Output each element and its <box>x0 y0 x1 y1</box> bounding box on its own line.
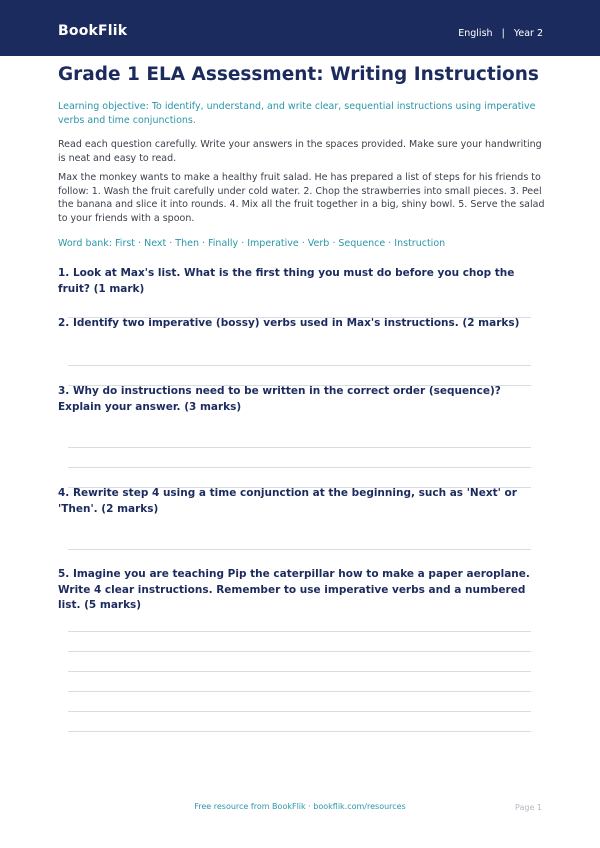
word-bank: Word bank: First · Next · Then · Finally · Imperative · Verb · Sequence · Instruction <box>58 238 446 249</box>
answer-line[interactable] <box>68 365 531 366</box>
answer-line[interactable] <box>68 651 531 652</box>
page-number: Page 1 <box>515 803 542 812</box>
question-1: 1. Look at Max's list. What is the first thing you must do before you chop the fruit? (1 mark) <box>58 267 515 295</box>
question-3: 3. Why do instructions need to be written in the correct order (sequence)? Explain your answer. (3 marks) <box>58 385 501 413</box>
year-label: Year 2 <box>513 28 543 39</box>
answer-line[interactable] <box>68 711 531 712</box>
header-separator: | <box>501 28 505 39</box>
subject-label: English <box>458 28 493 39</box>
brand-logo: BookFlik <box>58 23 128 39</box>
answer-line[interactable] <box>68 731 531 732</box>
page-title: Grade 1 ELA Assessment: Writing Instructions <box>58 64 539 85</box>
header-bar <box>0 0 600 56</box>
answer-line[interactable] <box>68 447 531 448</box>
answer-line[interactable] <box>68 631 531 632</box>
instructions-text: Read each question carefully. Write your answers in the spaces provided. Make sure your handwriting is neat and easy to read. <box>58 139 542 164</box>
learning-objective: Learning objective: To identify, understand, and write clear, sequential instructions using imperative verbs and time conjunctions. <box>58 101 536 126</box>
question-5: 5. Imagine you are teaching Pip the caterpillar how to make a paper aeroplane. Write 4 clear instructions. Remember to use imperative verbs and a numbered list. (5 marks) <box>58 568 530 611</box>
subject-year-label <box>458 28 543 39</box>
answer-line[interactable] <box>68 467 531 468</box>
answer-line[interactable] <box>68 671 531 672</box>
scenario-text: Max the monkey wants to make a healthy fruit salad. He has prepared a list of steps for his friends to follow: 1. Wash the fruit carefully under cold water. 2. Chop the strawberries into small pieces. 3. Peel the banana and slice it into rounds. 4. Mix all the fruit together in a big, shiny bowl. 5. Serve the salad to your friends with a spoon. <box>58 172 545 224</box>
question-2: 2. Identify two imperative (bossy) verbs used in Max's instructions. (2 marks) <box>58 317 520 329</box>
question-4: 4. Rewrite step 4 using a time conjunction at the beginning, such as 'Next' or 'Then'. (2 marks) <box>58 487 517 515</box>
answer-line[interactable] <box>68 549 531 550</box>
answer-line[interactable] <box>68 691 531 692</box>
footer-resource-link[interactable]: Free resource from BookFlik · bookflik.com/resources <box>194 802 406 811</box>
